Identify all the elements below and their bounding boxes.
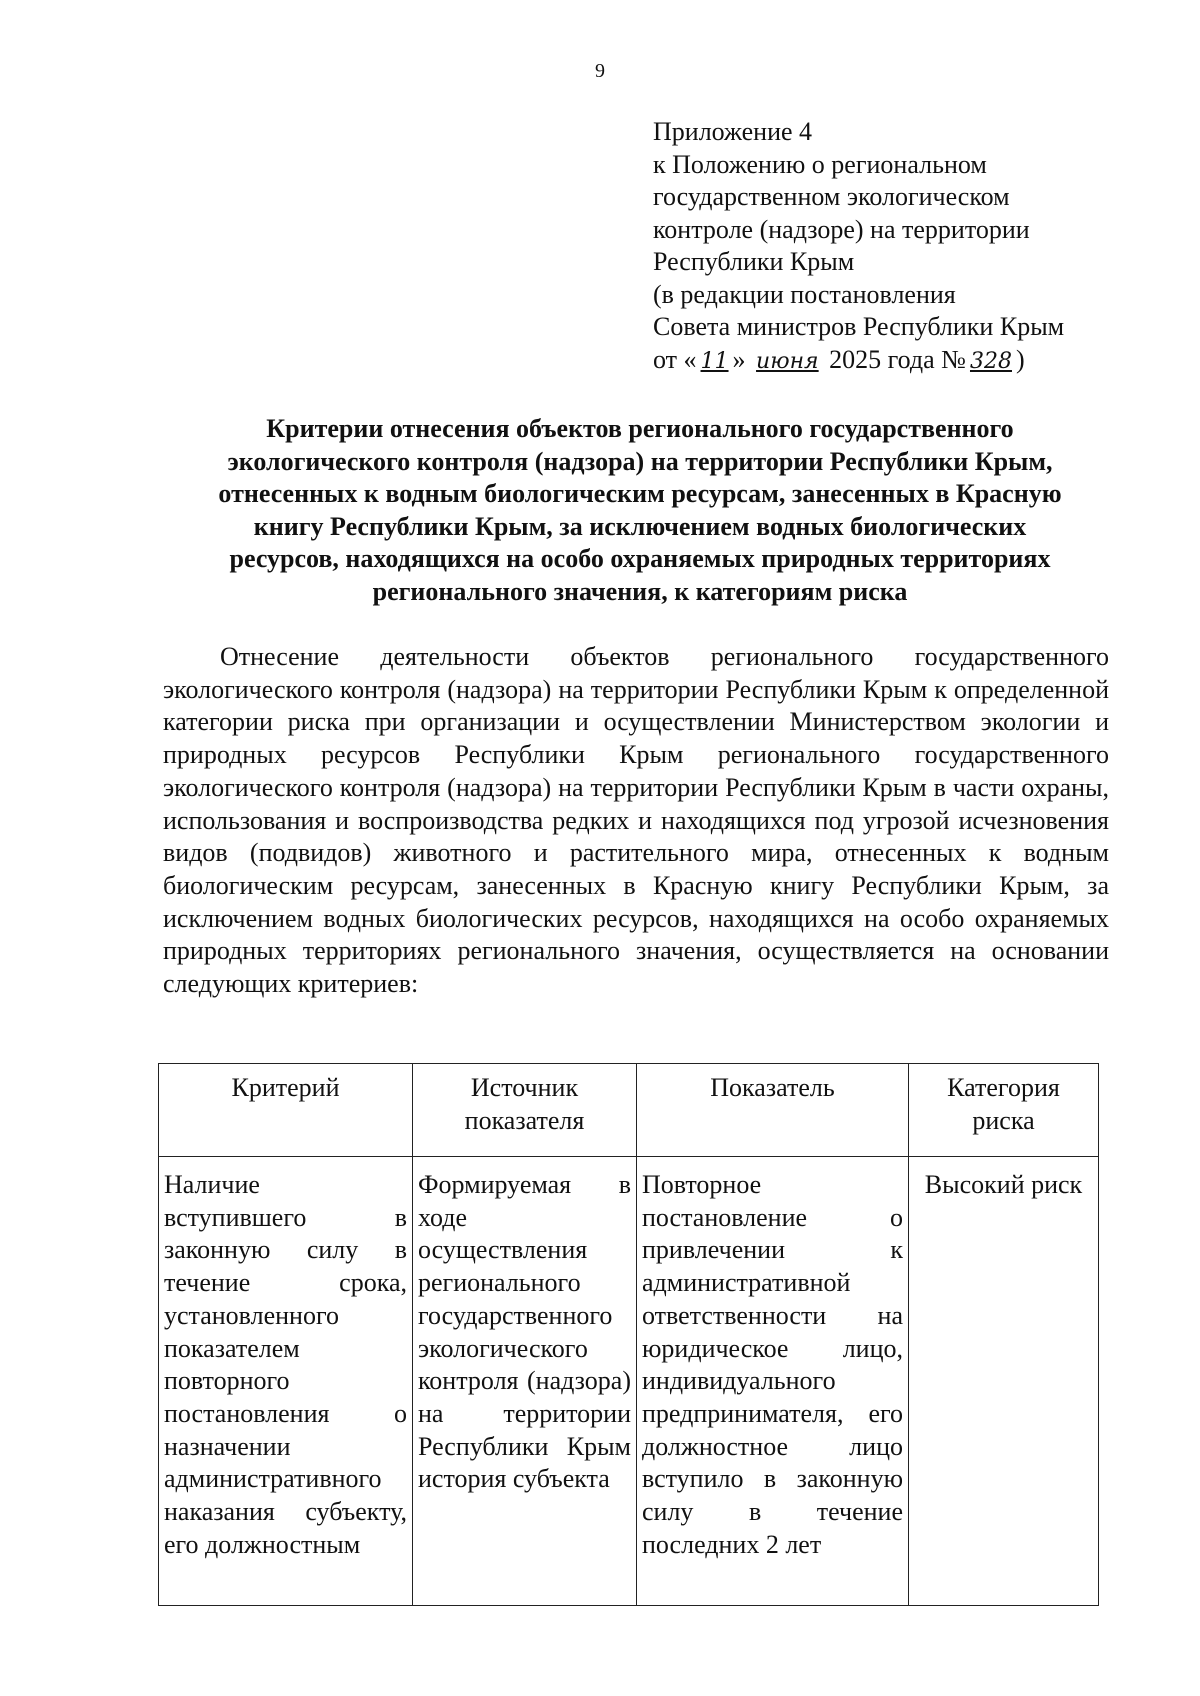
appendix-line: государственном экологическом xyxy=(653,182,1010,211)
appendix-line: (в редакции постановления xyxy=(653,279,956,309)
title-line: книгу Республики Крым, за исключением водных биологических xyxy=(253,511,1027,541)
appendix-header xyxy=(653,116,1123,378)
header-indicator: Показатель xyxy=(637,1064,909,1157)
criteria-table xyxy=(158,1063,1099,1606)
handwritten-number: 328 xyxy=(969,348,1012,374)
handwritten-day: 11 xyxy=(700,348,729,374)
date-close: ) xyxy=(1015,344,1025,374)
table-row xyxy=(159,1157,1099,1606)
document-title xyxy=(160,413,1120,608)
title-line: регионального значения, к категориям риска xyxy=(372,576,908,606)
title-line: экологического контроля (надзора) на территории Республики Крым, xyxy=(227,446,1053,476)
header-criterion: Критерий xyxy=(159,1064,413,1157)
intro-paragraph: Отнесение деятельности объектов регионального государственного экологического контроля (надзора) на территории Республики Крым к определенной категории риска при организации и осуществлении Министерством экологии и природных ресурсов Республики Крым регионального государственного экологического контроля (надзора) на территории Республики Крым в части охраны, использования и воспроизводства редких и находящихся под угрозой исчезновения видов (подвидов) животного и растительного мира, отнесенных к водным биологическим ресурсам, занесенных в Красную книгу Республики Крым, за исключением водных биологических ресурсов, находящихся на особо охраняемых природных территориях регионального значения, осуществляется на основании следующих критериев: xyxy=(163,642,1109,999)
cell-criterion: Наличие вступившего в законную силу в течение срока, установленного показателем повторного постановления о назначении административного наказания субъекту, его должностным xyxy=(159,1157,413,1606)
header-source: Источник показателя xyxy=(413,1064,637,1157)
appendix-line: Республики Крым xyxy=(653,247,855,276)
appendix-line: контроле (надзоре) на территории xyxy=(653,214,1030,244)
date-mid: » xyxy=(732,344,746,374)
title-line: Критерии отнесения объектов регионального государственного xyxy=(266,414,1014,443)
appendix-line: Приложение 4 xyxy=(653,117,813,146)
handwritten-month: июня xyxy=(756,348,819,374)
header-risk-category: Категория риска xyxy=(909,1064,1099,1157)
appendix-line: Совета министров Республики Крым xyxy=(653,312,1065,341)
appendix-line: к Положению о региональном xyxy=(653,149,987,179)
page-number: 9 xyxy=(595,60,605,82)
cell-source: Формируемая в ходе осуществления регионального государственного экологического контроля (надзора) на территории Республики Крым история субъекта xyxy=(413,1157,637,1606)
table-header-row xyxy=(159,1064,1099,1157)
date-year: 2025 года № xyxy=(829,344,966,374)
cell-risk: Высокий риск xyxy=(909,1157,1099,1606)
intro-paragraph-block xyxy=(163,641,1109,1001)
title-line: ресурсов, находящихся на особо охраняемых природных территориях xyxy=(229,544,1051,573)
cell-indicator: Повторное постановление о привлечении к административной ответственности на юридическое лицо, индивидуального предпринимателя, его должностное лицо вступило в законную силу в течение последних 2 лет xyxy=(637,1157,909,1606)
appendix-date-line xyxy=(653,344,1123,379)
title-line: отнесенных к водным биологическим ресурсам, занесенных в Красную xyxy=(218,479,1062,508)
date-prefix: от « xyxy=(653,344,697,374)
